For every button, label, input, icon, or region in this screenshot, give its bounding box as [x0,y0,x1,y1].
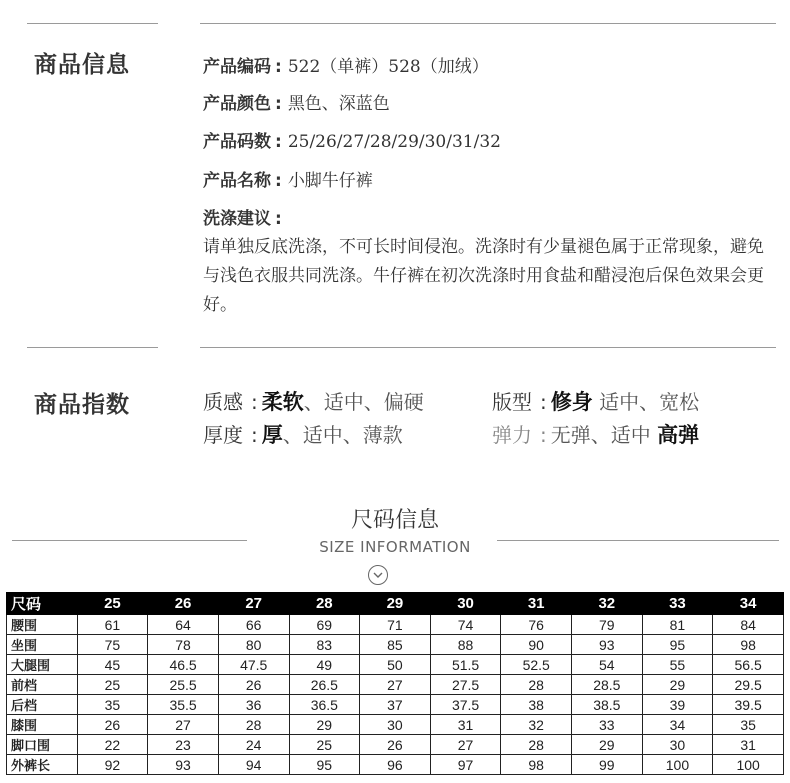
info-label: 产品名称 [203,171,271,191]
info-row-sizes: 产品码数 : 25/26/27/28/29/30/31/32 [203,132,501,152]
size-header-label: 尺码 [7,593,78,615]
table-row [7,755,784,775]
table-row [7,655,784,675]
divider-right-top [200,23,776,24]
table-cell: 35.5 [148,695,219,715]
table-cell: 39 [642,695,713,715]
table-cell: 33 [572,715,643,735]
table-cell: 29.5 [713,675,784,695]
table-cell: 30 [360,715,431,735]
selected-option: 修身 [550,390,593,414]
table-cell: 29 [642,675,713,695]
table-cell: 47.5 [218,655,289,675]
table-cell: 84 [713,615,784,635]
table-cell: 28.5 [572,675,643,695]
size-header-cell: 29 [360,593,431,615]
table-cell: 28 [218,715,289,735]
table-cell: 71 [360,615,431,635]
table-cell: 26.5 [289,675,360,695]
table-cell: 27 [148,715,219,735]
selected-option: 厚 [261,423,283,447]
row-label: 外裤长 [7,755,78,775]
table-cell: 36.5 [289,695,360,715]
table-cell: 76 [501,615,572,635]
index-elasticity: 弹力 : 无弹、适中 高弹 [492,423,700,447]
size-table [6,592,784,775]
table-cell: 94 [218,755,289,775]
table-cell: 31 [430,715,501,735]
table-cell: 26 [360,735,431,755]
table-cell: 90 [501,635,572,655]
row-label: 坐围 [7,635,78,655]
table-row [7,695,784,715]
table-cell: 100 [713,755,784,775]
table-cell: 79 [572,615,643,635]
table-cell: 93 [148,755,219,775]
size-header-cell: 31 [501,593,572,615]
table-cell: 34 [642,715,713,735]
table-row [7,675,784,695]
table-cell: 31 [713,735,784,755]
table-row [7,735,784,755]
info-row-color: 产品颜色 : 黑色、深蓝色 [203,94,390,114]
size-info-subtitle: SIZE INFORMATION [319,538,471,556]
row-label: 前档 [7,675,78,695]
table-cell: 96 [360,755,431,775]
divider-left-mid [27,347,158,348]
divider-left-top [27,23,158,24]
table-cell: 45 [77,655,148,675]
table-cell: 81 [642,615,713,635]
table-cell: 52.5 [501,655,572,675]
table-cell: 26 [77,715,148,735]
table-cell: 35 [713,715,784,735]
table-cell: 85 [360,635,431,655]
size-header-cell: 30 [430,593,501,615]
table-cell: 28 [501,675,572,695]
table-cell: 37.5 [430,695,501,715]
size-header-cell: 34 [713,593,784,615]
table-cell: 25 [289,735,360,755]
table-cell: 25.5 [148,675,219,695]
table-row [7,635,784,655]
chevron-down-icon [368,565,388,585]
info-row-code: 产品编码 : 522（单裤）528（加绒） [203,57,489,77]
info-label: 洗涤建议 [203,209,271,229]
table-cell: 24 [218,735,289,755]
table-cell: 64 [148,615,219,635]
table-cell: 27 [360,675,431,695]
divider-right-mid [200,347,776,348]
table-cell: 74 [430,615,501,635]
table-cell: 50 [360,655,431,675]
table-cell: 99 [572,755,643,775]
wash-instructions: 请单独反底洗涤，不可长时间侵泡。洗涤时有少量褪色属于正常现象，避免与浅色衣服共同洗涤。牛仔裤在初次洗涤时用食盐和醋浸泡后保色效果会更好。 [203,237,764,315]
table-cell: 36 [218,695,289,715]
table-cell: 23 [148,735,219,755]
info-value: 25/26/27/28/29/30/31/32 [287,132,501,152]
size-header-cell: 26 [148,593,219,615]
table-cell: 97 [430,755,501,775]
table-cell: 61 [77,615,148,635]
table-cell: 38.5 [572,695,643,715]
table-cell: 38 [501,695,572,715]
info-row-name: 产品名称 : 小脚牛仔裤 [203,171,373,191]
row-label: 后档 [7,695,78,715]
size-header-cell: 28 [289,593,360,615]
index-fit: 版型 : 修身 适中、宽松 [492,390,700,414]
row-label: 大腿围 [7,655,78,675]
info-label: 产品码数 [203,132,271,152]
info-value: 黑色、深蓝色 [287,94,390,114]
table-cell: 98 [713,635,784,655]
table-cell: 66 [218,615,289,635]
size-header-cell: 27 [218,593,289,615]
table-cell: 69 [289,615,360,635]
product-info-title: 商品信息 [34,52,130,78]
table-cell: 55 [642,655,713,675]
table-cell: 37 [360,695,431,715]
table-row [7,615,784,635]
info-row-wash: 洗涤建议 : [203,209,282,229]
size-header-cell: 25 [77,593,148,615]
table-cell: 27 [430,735,501,755]
info-label: 产品编码 [203,57,271,77]
size-table-header [7,593,784,615]
product-index-title: 商品指数 [34,392,130,418]
index-thickness: 厚度 : 厚、适中、薄款 [203,423,403,447]
table-cell: 29 [572,735,643,755]
table-cell: 35 [77,695,148,715]
row-label: 膝围 [7,715,78,735]
index-texture: 质感 : 柔软、适中、偏硬 [203,390,424,414]
info-value: 小脚牛仔裤 [287,171,373,191]
table-cell: 39.5 [713,695,784,715]
table-cell: 56.5 [713,655,784,675]
info-label: 产品颜色 [203,94,271,114]
table-cell: 83 [289,635,360,655]
size-header-cell: 32 [572,593,643,615]
table-cell: 98 [501,755,572,775]
table-cell: 46.5 [148,655,219,675]
table-cell: 54 [572,655,643,675]
table-cell: 29 [289,715,360,735]
table-cell: 78 [148,635,219,655]
table-cell: 25 [77,675,148,695]
table-cell: 28 [501,735,572,755]
row-label: 脚口围 [7,735,78,755]
table-cell: 92 [77,755,148,775]
size-info-title: 尺码信息 [350,508,439,533]
table-cell: 51.5 [430,655,501,675]
row-label: 腰围 [7,615,78,635]
selected-option: 柔软 [261,390,304,414]
size-header-cell: 33 [642,593,713,615]
table-cell: 100 [642,755,713,775]
table-cell: 26 [218,675,289,695]
table-cell: 30 [642,735,713,755]
table-row [7,715,784,735]
table-cell: 88 [430,635,501,655]
table-cell: 32 [501,715,572,735]
table-cell: 80 [218,635,289,655]
info-value: 522（单裤）528（加绒） [287,57,489,77]
table-cell: 49 [289,655,360,675]
table-cell: 93 [572,635,643,655]
table-cell: 75 [77,635,148,655]
table-cell: 22 [77,735,148,755]
table-cell: 27.5 [430,675,501,695]
table-cell: 95 [642,635,713,655]
selected-option: 高弹 [657,423,700,447]
table-cell: 95 [289,755,360,775]
